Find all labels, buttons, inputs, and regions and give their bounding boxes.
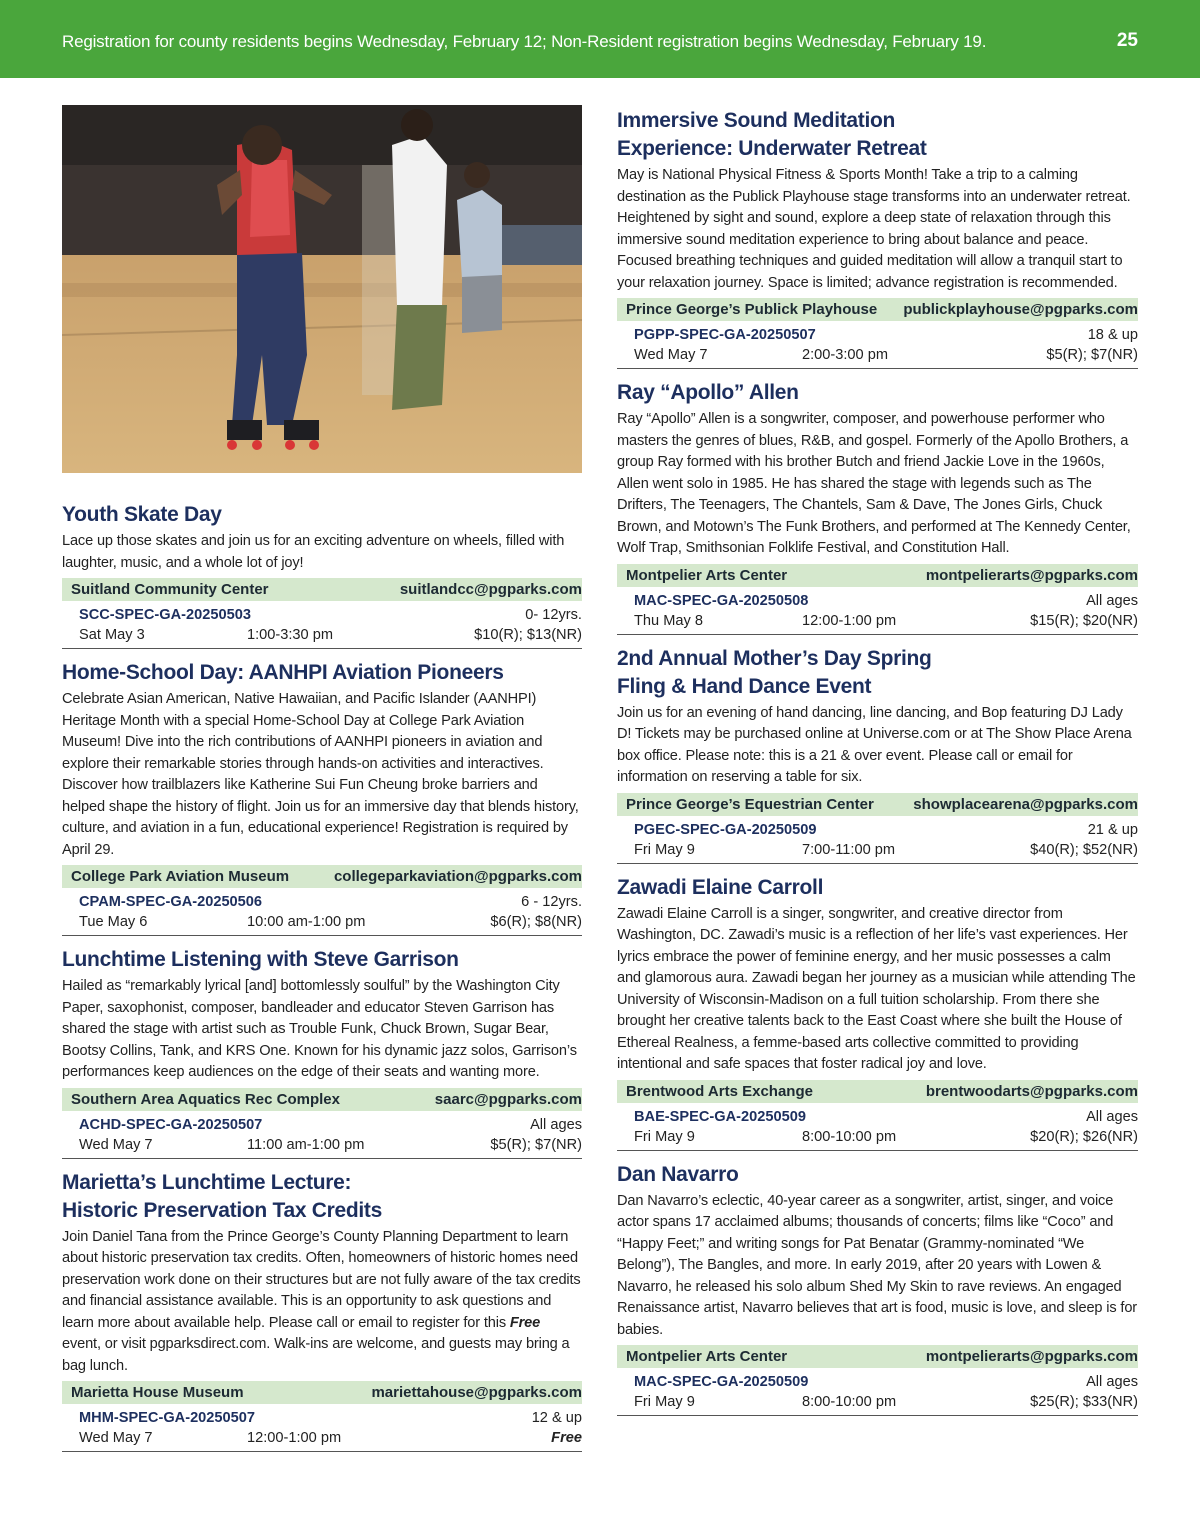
location-bar <box>617 1345 1138 1368</box>
event-time: 12:00-1:00 pm <box>802 612 897 629</box>
age-range: All ages <box>1086 1374 1138 1390</box>
event-title: Immersive Sound Meditation Experience: Underwater Retreat <box>617 109 927 160</box>
location-email[interactable]: montpelierarts@pgparks.com <box>925 566 1138 584</box>
event-time: 8:00-10:00 pm <box>802 1128 897 1145</box>
activity-code: MAC-SPEC-GA-20250508 <box>634 592 809 609</box>
age-range: All ages <box>1086 592 1138 609</box>
event-time: 10:00 am-1:00 pm <box>247 914 366 930</box>
left-column <box>62 105 582 1462</box>
event-home-school-day <box>62 659 582 936</box>
event-title: Home-School Day: AANHPI Aviation Pioneers <box>62 661 504 684</box>
location-name: Montpelier Arts Center <box>626 566 788 584</box>
event-price: $15(R); $20(NR) <box>1030 612 1138 629</box>
location-name: Marietta House Museum <box>71 1384 244 1401</box>
location-bar <box>617 1080 1138 1103</box>
location-email[interactable]: brentwoodarts@pgparks.com <box>925 1082 1138 1100</box>
event-description: Join Daniel Tana from the Prince George’s County Planning Department to learn about historic preservation tax credits. Often, homeowners of historic homes need preservation work done on their structures but are not fully aware of the tax credits and financial assistance available. This is an opportunity to ask questions and learn more about available help. Please call or email to register for this Free event, or visit pgparksdirect.com. Walk-ins are welcome, and guests may bring a bag lunch. <box>62 1228 581 1374</box>
event-price: $25(R); $33(NR) <box>1030 1394 1138 1410</box>
event-title: Dan Navarro <box>617 1162 739 1186</box>
registration-info <box>62 1111 582 1159</box>
activity-code: BAE-SPEC-GA-20250509 <box>634 1108 806 1125</box>
activity-code: ACHD-SPEC-GA-20250507 <box>79 1116 263 1133</box>
right-column <box>617 107 1138 1426</box>
event-description: Dan Navarro’s eclectic, 40-year career as a songwriter, artist, singer, and voice actor spans 17 acclaimed albums; thousands of concerts; films like “Coco” and “Happy Feet;” and writing songs for Pat Benatar (Grammy-nominated “We Belong”), The Bangles, and more. In early 2019, after 20 years with Lowen & Navarro, he released his solo album Shed My Skin to rave reviews. An engaged Renaissance artist, Navarro believes that art is food, music is love, and sleep is for babies. <box>617 1192 1138 1338</box>
location-email[interactable]: montpelierarts@pgparks.com <box>925 1348 1138 1365</box>
skating-photo <box>62 105 582 473</box>
event-price: $5(R); $7(NR) <box>1046 347 1138 363</box>
activity-code: MAC-SPEC-GA-20250509 <box>634 1374 809 1390</box>
activity-code: PGEC-SPEC-GA-20250509 <box>634 821 817 838</box>
event-time: 2:00-3:00 pm <box>802 347 888 363</box>
event-title: Marietta’s Lunchtime Lecture: Historic Preservation Tax Credits <box>62 1170 382 1222</box>
registration-info <box>617 587 1138 635</box>
event-description: Lace up those skates and join us for an exciting adventure on wheels, filled with laughter, music, and a whole lot of joy! <box>62 533 565 571</box>
registration-info <box>62 888 582 936</box>
event-title: Lunchtime Listening with Steve Garrison <box>62 948 459 971</box>
event-date: Tue May 6 <box>79 914 148 930</box>
registration-info <box>617 1368 1138 1416</box>
event-description: Join us for an evening of hand dancing, line dancing, and Bop featuring DJ Lady D! Tickets may be purchased online at Universe.com or at The Show Place Arena box office. Please note: this is a 21 & over event. Please call or email for information on reserving a table for six. <box>617 704 1132 785</box>
registration-info <box>62 1404 582 1452</box>
event-date: Wed May 7 <box>634 347 708 363</box>
location-bar <box>62 865 582 888</box>
location-email[interactable]: saarc@pgparks.com <box>434 1090 582 1108</box>
event-price: $20(R); $26(NR) <box>1030 1128 1138 1145</box>
location-name: Prince George’s Publick Playhouse <box>626 301 878 318</box>
location-name: Southern Area Aquatics Rec Complex <box>71 1090 340 1108</box>
event-date: Sat May 3 <box>79 627 145 643</box>
event-description: May is National Physical Fitness & Sports Month! Take a trip to a calming destination as the Publick Playhouse stage transforms into an underwater retreat. Heightened by sight and sound, explore a deep state of relaxation through this immersive sound meditation experience to bring about balance and peace. Focused breathing techniques and guided meditation will allow a tranquil start to your relaxation journey. Space is limited; advance registration is recommended. <box>617 167 1131 291</box>
activity-code: SCC-SPEC-GA-20250503 <box>79 607 251 623</box>
registration-banner <box>0 0 1200 78</box>
location-name: College Park Aviation Museum <box>71 868 290 885</box>
event-date: Wed May 7 <box>79 1430 153 1446</box>
event-title: Youth Skate Day <box>62 503 222 526</box>
location-email[interactable]: showplacearena@pgparks.com <box>913 795 1138 813</box>
registration-info <box>617 1103 1138 1151</box>
event-date: Wed May 7 <box>79 1136 153 1153</box>
location-bar <box>62 1381 582 1404</box>
registration-notice: Registration for county residents begins Wednesday, February 12; Non-Resident registration begins Wednesday, February 19. <box>62 32 987 51</box>
event-description: Zawadi Elaine Carroll is a singer, songwriter, and creative director from Washington, DC. Zawadi’s music is a reflection of her life’s vast experiences. Her lyrics embrace the power of feminine energy, and her music possesses a calm and glamorous aura. Zawadi began her journey as a musician while attending The University of Wisconsin-Madison on a full tuition scholarship. From there she brought her creative talents back to the East Coast where she built the House of Ethereal Realness, a femme-based arts collective committed to providing intentional and safe spaces that foster radical joy and love. <box>617 905 1136 1072</box>
event-mariettas-lecture <box>62 1169 582 1453</box>
age-range: 12 & up <box>531 1410 582 1426</box>
event-date: Thu May 8 <box>634 612 703 629</box>
activity-code: PGPP-SPEC-GA-20250507 <box>634 327 816 343</box>
location-name: Prince George’s Equestrian Center <box>626 795 874 813</box>
event-description: Hailed as “remarkably lyrical [and] bottomlessly soulful” by the Washington City Paper, saxophonist, composer, bandleader and educator Steven Garrison has shared the stage with artist such as Trouble Funk, Chuck Brown, Sugar Bear, Bootsy Collins, Tank, and KRS One. Known for his dynamic jazz solos, Garrison’s performances keep audiences on the edge of their seats and wanting more. <box>62 978 577 1080</box>
page-number: 25 <box>1116 30 1138 51</box>
location-email[interactable]: suitlandcc@pgparks.com <box>399 581 582 598</box>
age-range: 6 - 12yrs. <box>521 894 582 910</box>
age-range: 0- 12yrs. <box>525 607 582 623</box>
location-name: Suitland Community Center <box>71 581 269 598</box>
activity-code: CPAM-SPEC-GA-20250506 <box>79 894 263 910</box>
event-title: 2nd Annual Mother’s Day Spring Fling & Hand Dance Event <box>617 646 932 698</box>
location-bar <box>617 793 1138 816</box>
age-range: 18 & up <box>1087 327 1138 343</box>
event-date: Fri May 9 <box>634 841 695 858</box>
location-email[interactable]: collegeparkaviation@pgparks.com <box>333 868 582 885</box>
age-range: All ages <box>1086 1108 1138 1125</box>
location-bar <box>617 564 1138 587</box>
location-email[interactable]: publickplayhouse@pgparks.com <box>903 301 1138 318</box>
location-email[interactable]: mariettahouse@pgparks.com <box>371 1384 582 1401</box>
event-price: $6(R); $8(NR) <box>490 914 582 930</box>
registration-info <box>617 321 1138 369</box>
registration-info <box>62 601 582 649</box>
event-dan-navarro <box>617 1161 1138 1417</box>
event-date: Fri May 9 <box>634 1394 695 1410</box>
location-name: Montpelier Arts Center <box>626 1348 788 1365</box>
event-mothers-day-fling <box>617 645 1138 864</box>
event-title: Ray “Apollo” Allen <box>617 381 799 404</box>
age-range: 21 & up <box>1087 821 1138 838</box>
location-bar <box>617 298 1138 321</box>
free-emphasis: Free <box>509 1314 541 1331</box>
left-events <box>62 501 582 1452</box>
event-title: Zawadi Elaine Carroll <box>617 875 824 899</box>
event-sound-meditation <box>617 107 1138 369</box>
event-price: $10(R); $13(NR) <box>474 627 582 643</box>
activity-code: MHM-SPEC-GA-20250507 <box>79 1410 255 1426</box>
location-name: Brentwood Arts Exchange <box>626 1082 813 1100</box>
event-ray-apollo-allen <box>617 379 1138 635</box>
event-time: 12:00-1:00 pm <box>247 1430 342 1446</box>
event-description: Ray “Apollo” Allen is a songwriter, composer, and powerhouse performer who masters the genres of blues, R&B, and gospel. Formerly of the Apollo Brothers, a group Ray formed with his brother Butch and friend Jackie Love in the 1960s, Allen went solo in 1985. He has shared the stage with legends such as The Drifters, The Teenagers, The Chantels, Sam & Dave, The Jones Girls, Chuck Brown, and Motown’s The Funk Brothers, and performed at The Kennedy Center, Wolf Trap, Smithsonian Folklife Festival, and Constitution Hall. <box>617 411 1131 556</box>
event-time: 1:00-3:30 pm <box>247 627 333 643</box>
event-lunchtime-listening <box>62 946 582 1159</box>
event-time: 11:00 am-1:00 pm <box>247 1136 365 1153</box>
event-zawadi-elaine-carroll <box>617 874 1138 1151</box>
event-description: Celebrate Asian American, Native Hawaiian, and Pacific Islander (AANHPI) Heritage Month with a special Home-School Day at College Park Aviation Museum! Dive into the rich contributions of AANHPI pioneers in aviation and explore their remarkable stories through hands-on activities and interactives. Discover how trailblazers like Katherine Sui Fun Cheung broke barriers and helped shape the history of flight. Join us for an immersive day that blends history, culture, and aviation in a fun, educational experience! Registration is required by April 29. <box>62 691 579 858</box>
age-range: All ages <box>530 1116 582 1133</box>
event-date: Fri May 9 <box>634 1128 695 1145</box>
event-time: 7:00-11:00 pm <box>802 841 896 858</box>
registration-info <box>617 816 1138 864</box>
event-price: Free <box>551 1430 582 1446</box>
event-price: $40(R); $52(NR) <box>1030 841 1138 858</box>
event-price: $5(R); $7(NR) <box>490 1136 582 1153</box>
location-bar <box>62 1088 582 1111</box>
event-youth-skate-day <box>62 501 582 649</box>
event-time: 8:00-10:00 pm <box>802 1394 897 1410</box>
location-bar <box>62 578 582 601</box>
